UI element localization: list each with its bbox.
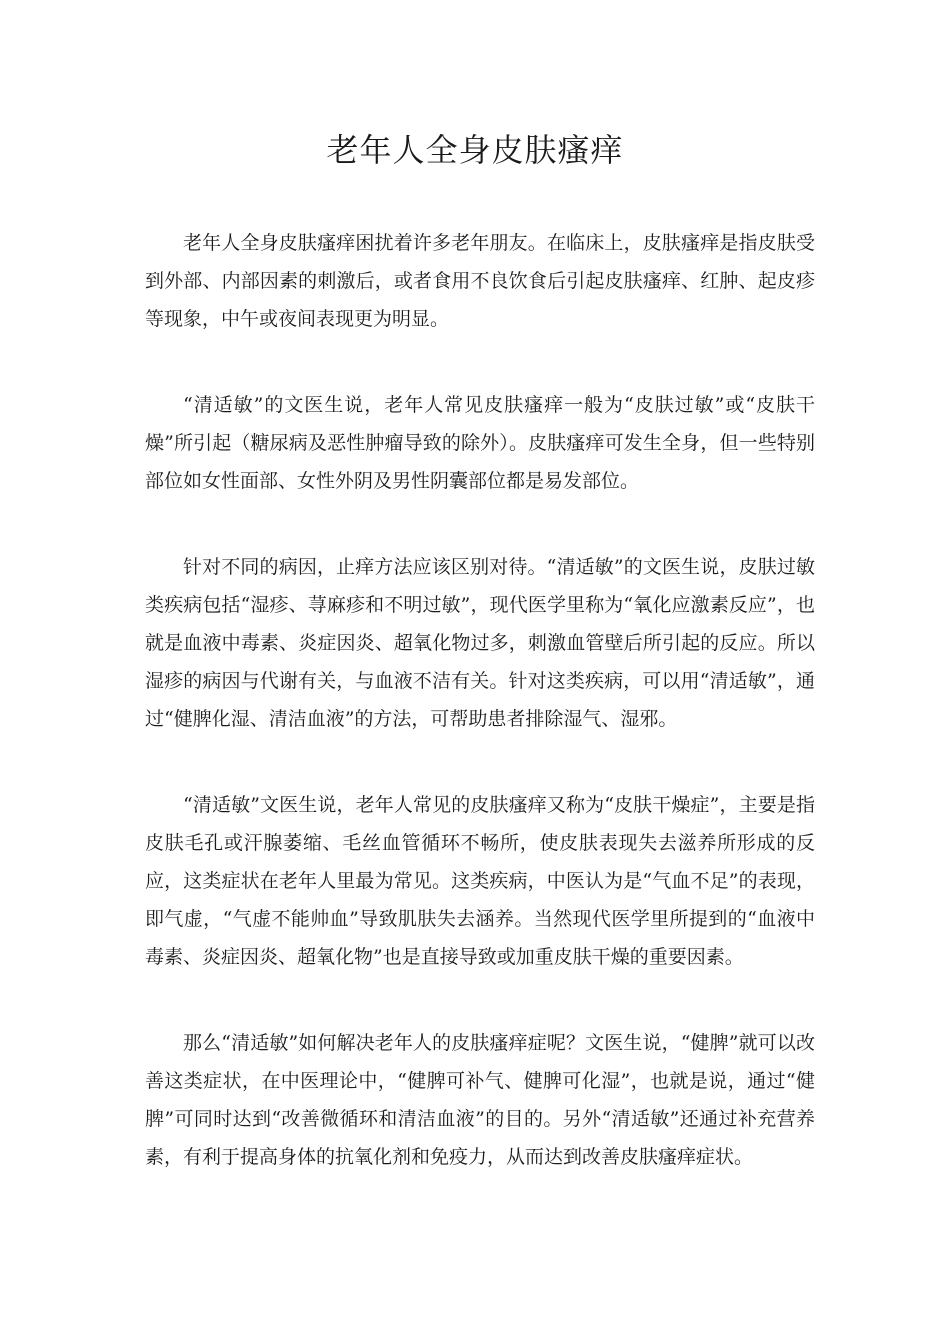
paragraph-3: 针对不同的病因，止痒方法应该区别对待。“清适敏”的文医生说，皮肤过敏类疾病包括“湿疹、荨麻疹和不明过敏”，现代医学里称为“氧化应激素反应”，也就是血液中毒素、炎症因炎、超氧化物过多，刺激血管壁后所引起的反应。所以湿疹的病因与代谢有关，与血液不洁有关。针对这类疾病，可以用“清适敏”，通过“健脾化湿、清洁血液”的方法，可帮助患者排除湿气、湿邪。 [145,556,815,730]
document-body [145,224,815,1224]
document-title: 老年人全身皮肤瘙痒 [326,131,624,169]
paragraph-2: “清适敏”的文医生说，老年人常见皮肤瘙痒一般为“皮肤过敏”或“皮肤干燥”所引起（糖尿病及恶性肿瘤导致的除外）。皮肤瘙痒可发生全身，但一些特别部位如女性面部、女性外阴及男性阴囊部位都是易发部位。 [145,394,815,492]
paragraph-4: “清适敏”文医生说，老年人常见的皮肤瘙痒又称为“皮肤干燥症”，主要是指皮肤毛孔或汗腺萎缩、毛丝血管循环不畅所，使皮肤表现失去滋养所形成的反应，这类症状在老年人里最为常见。这类疾病，中医认为是“气血不足”的表现，即气虚，“气虚不能帅血”导致肌肤失去涵养。当然现代医学里所提到的“血液中毒素、炎症因炎、超氧化物”也是直接导致或加重皮肤干燥的重要因素。 [145,794,815,968]
paragraph-1: 老年人全身皮肤瘙痒困扰着许多老年朋友。在临床上，皮肤瘙痒是指皮肤受到外部、内部因素的刺激后，或者食用不良饮食后引起皮肤瘙痒、红肿、起皮疹等现象，中午或夜间表现更为明显。 [145,232,815,330]
paragraph-5: 那么“清适敏”如何解决老年人的皮肤瘙痒症呢？文医生说，“健脾”就可以改善这类症状，在中医理论中，“健脾可补气、健脾可化湿”，也就是说，通过“健脾”可同时达到“改善微循环和清洁血液”的目的。另外“清适敏”还通过补充营养素，有利于提高身体的抗氧化剂和免疫力，从而达到改善皮肤瘙痒症状。 [145,1032,815,1168]
